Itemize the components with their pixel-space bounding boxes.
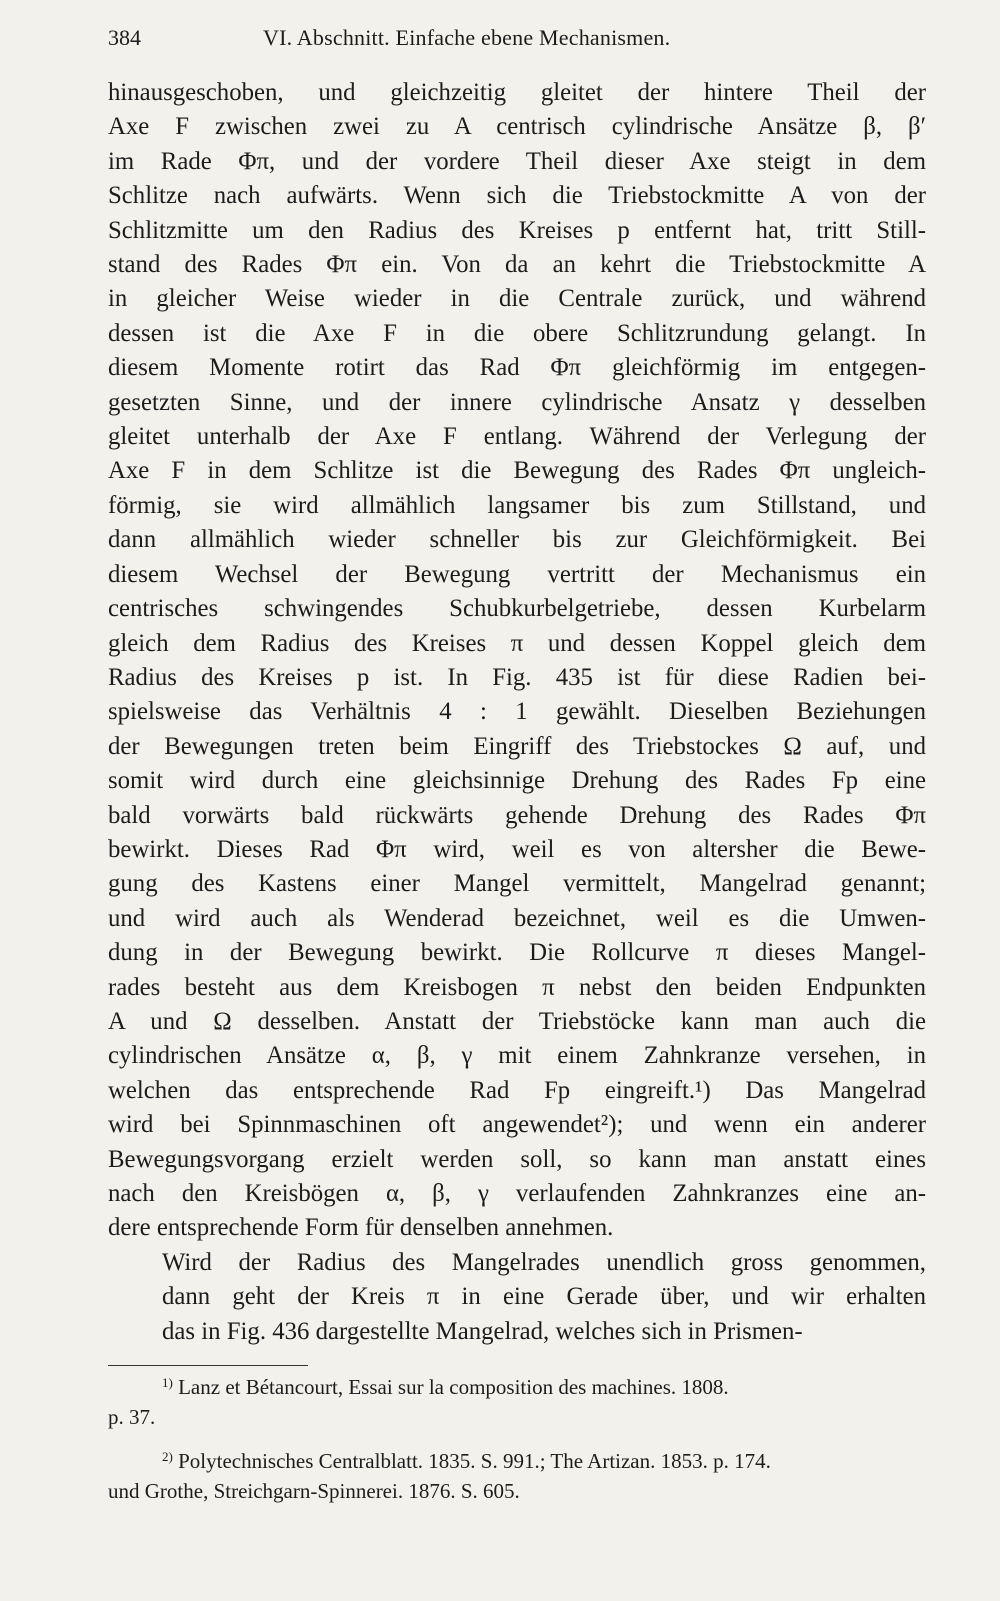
text-line: in gleicher Weise wieder in die Centrale zurück, und während: [108, 285, 926, 313]
text-line: gleich dem Radius des Kreises π und dessen Koppel gleich dem: [108, 629, 926, 657]
text-line: centrisches schwingendes Schubkurbelgetriebe, dessen Kurbelarm: [108, 595, 926, 623]
text-line: und wird auch als Wenderad bezeichnet, weil es die Umwen-: [108, 904, 926, 932]
footnote-gap: [108, 1432, 930, 1446]
text-line: somit wird durch eine gleichsinnige Drehung des Rades Fp eine: [108, 767, 926, 795]
text-line: dung in der Bewegung bewirkt. Die Rollcurve π dieses Mangel-: [108, 939, 926, 967]
text-line: Schlitzmitte um den Radius des Kreises p entfernt hat, tritt Still-: [108, 216, 926, 244]
running-title: VI. Abschnitt. Einfache ebene Mechanismen.: [263, 25, 671, 50]
text-line: gesetzten Sinne, und der innere cylindrische Ansatz γ desselben: [108, 388, 926, 416]
text-line: nach den Kreisbögen α, β, γ verlaufenden Zahnkranzes eine an-: [108, 1180, 926, 1207]
text-line: Schlitze nach aufwärts. Wenn sich die Triebstockmitte A von der: [108, 182, 926, 210]
page-header: [108, 18, 938, 58]
text-line: welchen das entsprechende Rad Fp eingreift.¹) Das Mangelrad: [108, 1076, 926, 1104]
text-line: hinausgeschoben, und gleichzeitig gleitet der hintere Theil der: [108, 79, 926, 106]
footnote-2-text: Polytechnisches Centralblatt. 1835. S. 991.; The Artizan. 1853. p. 174.: [178, 1449, 771, 1473]
text-line: dere entsprechende Form für denselben annehmen.: [108, 1214, 614, 1242]
text-line: der Bewegungen treten beim Eingriff des Triebstockes Ω auf, und: [108, 732, 926, 760]
footnotes: [108, 1372, 930, 1506]
text-line: diesem Momente rotirt das Rad Φπ gleichförmig im entgegen-: [108, 354, 926, 382]
text-line: Bewegungsvorgang erzielt werden soll, so kann man anstatt eines: [108, 1145, 926, 1173]
page-number: 384: [108, 25, 141, 50]
text-line: rades besteht aus dem Kreisbogen π nebst den beiden Endpunkten: [108, 973, 926, 1001]
text-line: das in Fig. 436 dargestellte Mangelrad, welches sich in Prismen-: [162, 1317, 803, 1345]
text-line: stand des Rades Φπ ein. Von da an kehrt die Triebstockmitte A: [108, 251, 926, 279]
paragraph-1: [108, 76, 926, 1246]
text-line: wird bei Spinnmaschinen oft angewendet²); und wenn ein anderer: [108, 1111, 926, 1139]
text-line: im Rade Φπ, und der vordere Theil dieser Axe steigt in dem: [108, 147, 926, 175]
footnote-1-continuation: p. 37.: [108, 1405, 156, 1429]
footnote-2-marker: 2): [162, 1448, 173, 1464]
footnote-2: [108, 1446, 930, 1476]
paragraph-2: [108, 1246, 926, 1349]
text-line: dessen ist die Axe F in die obere Schlitzrundung gelangt. In: [108, 319, 926, 347]
text-line: dann geht der Kreis π in eine Gerade über, und wir erhalten: [162, 1283, 926, 1311]
text-line: gung des Kastens einer Mangel vermittelt, Mangelrad genannt;: [108, 870, 926, 898]
main-text: [108, 76, 926, 1349]
text-line: gleitet unterhalb der Axe F entlang. Während der Verlegung der: [108, 423, 926, 451]
text-line: bewirkt. Dieses Rad Φπ wird, weil es von altersher die Bewe-: [108, 835, 926, 863]
footnote-1-marker: 1): [162, 1374, 173, 1390]
footnote-2-continuation: und Grothe, Streichgarn-Spinnerei. 1876. S. 605.: [108, 1479, 520, 1503]
text-line: dann allmählich wieder schneller bis zur Gleichförmigkeit. Bei: [108, 526, 926, 554]
text-line: diesem Wechsel der Bewegung vertritt der Mechanismus ein: [108, 560, 926, 588]
text-line: Axe F in dem Schlitze ist die Bewegung des Rades Φπ ungleich-: [108, 457, 926, 485]
text-line: cylindrischen Ansätze α, β, γ mit einem Zahnkranze versehen, in: [108, 1042, 926, 1070]
text-line: spielsweise das Verhältnis 4 : 1 gewählt. Dieselben Beziehungen: [108, 698, 926, 726]
text-line: A und Ω desselben. Anstatt der Triebstöcke kann man auch die: [108, 1007, 926, 1035]
text-line: Wird der Radius des Mangelrades unendlich gross genommen,: [162, 1248, 926, 1276]
footnote-1-text: Lanz et Bétancourt, Essai sur la composition des machines. 1808.: [178, 1375, 729, 1399]
footnote-1: [108, 1372, 930, 1402]
text-line: bald vorwärts bald rückwärts gehende Drehung des Rades Φπ: [108, 801, 926, 829]
text-line: Axe F zwischen zwei zu A centrisch cylindrische Ansätze β, β′: [108, 113, 926, 141]
footnote-separator: [108, 1365, 308, 1366]
text-line: förmig, sie wird allmählich langsamer bis zum Stillstand, und: [108, 491, 926, 519]
text-line: Radius des Kreises p ist. In Fig. 435 ist für diese Radien bei-: [108, 663, 926, 691]
